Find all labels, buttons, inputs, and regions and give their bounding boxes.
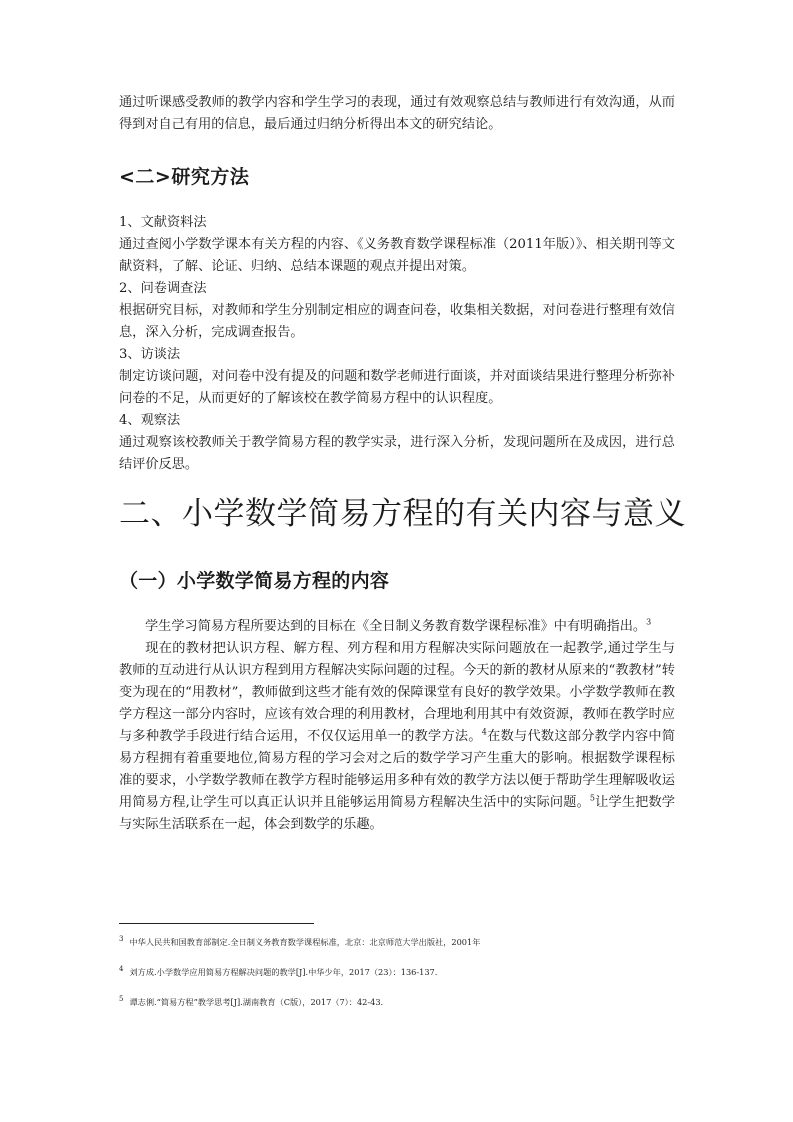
footnote-ref[interactable]: 3 bbox=[646, 617, 652, 627]
footnote-text: 谭志俐.“简易方程”教学思考[J].湖南教育（C版），2017（7）：42-43. bbox=[129, 997, 384, 1007]
body-paragraph-2c: 让学生把数学与实际生活联系在一起，体会到数学的乐趣。 bbox=[119, 795, 675, 832]
body-paragraph-1: 学生学习简易方程所要达到的目标在《全日制义务教育数学课程标准》中有明确指出。 bbox=[145, 619, 647, 634]
footnote-ref[interactable]: 4 bbox=[481, 727, 487, 737]
methods-list bbox=[119, 212, 675, 476]
subsection-heading: （一）小学数学简易方程的内容 bbox=[119, 570, 390, 592]
chapter-heading: 二、小学数学简易方程的有关内容与意义 bbox=[119, 496, 686, 532]
methods-heading: <二>研究方法 bbox=[119, 166, 250, 188]
body-paragraph-2b: 在数与代数这部分教学内容中简易方程拥有着重要地位,简易方程的学习会对之后的数学学习产生重大的影响。根据数学课程标准的要求，小学数学教师在教学方程时能够运用多种有效的教学方法以便于帮助学生理解吸收运用简易方程,让学生可以真正认识并且能够运用简易方程解决生活中的实际问题。 bbox=[119, 729, 676, 810]
footnote bbox=[119, 936, 675, 948]
method-title: 4、观察法 bbox=[119, 413, 181, 428]
subsection-body bbox=[119, 616, 675, 836]
footnote-number: 3 bbox=[119, 935, 124, 944]
method-description: 通过观察该校教师关于教学简易方程的教学实录，进行深入分析，发现问题所在及成因，进行总结评价反思。 bbox=[119, 435, 675, 472]
method-description: 制定访谈问题，对问卷中没有提及的问题和数学老师进行面谈，并对面谈结果进行整理分析弥补问卷的不足，从而更好的了解该校在教学简易方程中的认识程度。 bbox=[119, 369, 675, 406]
footnote-text: 刘方成.小学数学应用简易方程解决问题的教学[J].中华少年，2017（23）：136-137. bbox=[129, 967, 438, 977]
body-paragraph-2a: 现在的教材把认识方程、解方程、列方程和用方程解决实际问题放在一起教学,通过学生与教师的互动进行从认识方程到用方程解决实际问题的过程。今天的新的教材从原来的“教教材”转变为现在的“用教材”，教师做到这些才能有效的保障课堂有良好的教学效果。小学数学教师在教学方程这一部分内容时，应该有效合理的利用教材，合理地利用其中有效资源，教师在教学时应与多种教学手段进行结合运用，不仅仅运用单一的教学方法。 bbox=[119, 641, 675, 744]
method-title: 3、访谈法 bbox=[119, 347, 181, 362]
method-description: 根据研究目标，对教师和学生分别制定相应的调查问卷，收集相关数据，对问卷进行整理有效信息，深入分析，完成调查报告。 bbox=[119, 303, 675, 340]
footnote-text: 中华人民共和国教育部制定.全日制义务教育数学课程标准，北京：北京师范大学出版社，2001年 bbox=[129, 937, 481, 947]
footnote bbox=[119, 996, 675, 1008]
footnote-ref[interactable]: 5 bbox=[589, 793, 596, 803]
method-title: 1、文献资料法 bbox=[119, 215, 207, 230]
method-title: 2、问卷调查法 bbox=[119, 281, 207, 296]
footnote-number: 4 bbox=[119, 965, 124, 974]
intro-paragraph: 通过听课感受教师的教学内容和学生学习的表现，通过有效观察总结与教师进行有效沟通，从而得到对自己有用的信息，最后通过归纳分析得出本文的研究结论。 bbox=[119, 95, 675, 132]
footnote bbox=[119, 966, 675, 978]
footnote-separator bbox=[119, 923, 314, 924]
method-description: 通过查阅小学数学课本有关方程的内容、《义务教育数学课程标准（2011年版）》、相关期刊等文献资料，了解、论证、归纳、总结本课题的观点并提出对策。 bbox=[119, 237, 675, 274]
footnote-number: 5 bbox=[119, 995, 124, 1004]
